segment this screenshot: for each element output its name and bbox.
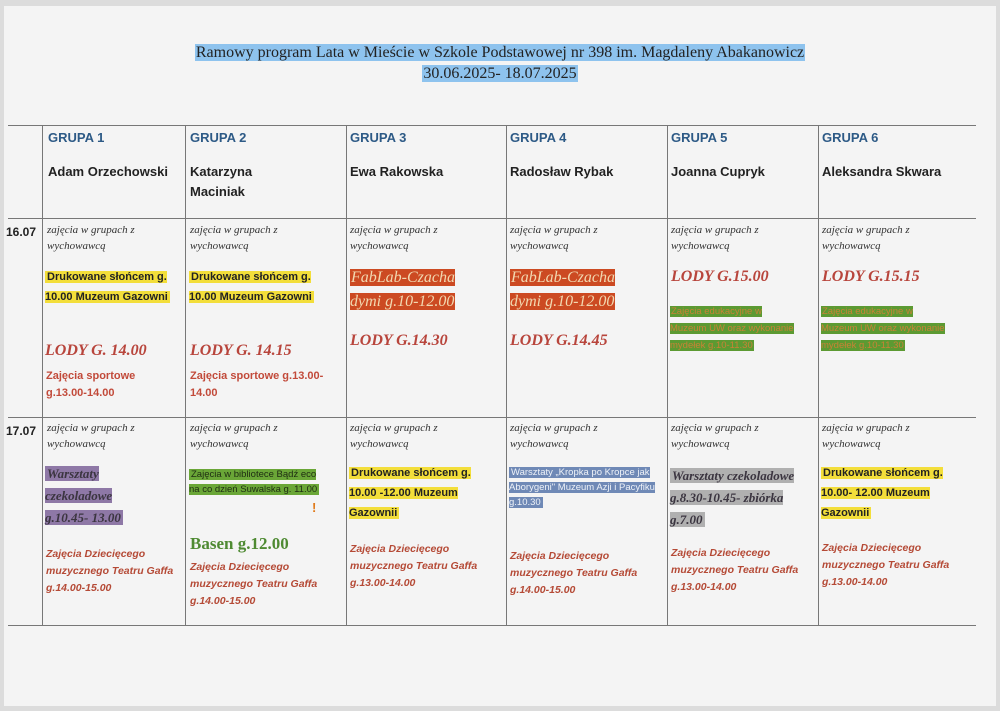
cell-1-5-edu-text: Zajęcia edukacyjne w Muzeum UW oraz wykonanie mydełek g.10-11.30: [670, 306, 794, 351]
group-4-teacher: Radosław Rybak: [510, 164, 614, 179]
cell-2-2-zajecia: zajęcia w grupach z wychowawcą: [190, 422, 278, 450]
cell-1-3-fablab-text: FabLab-Czacha dymi g.10-12.00: [350, 269, 455, 310]
cell-1-1-lody: LODY G. 14.00: [45, 342, 147, 359]
cell-2-2-teatr: Zajęcia Dziecięcego muzycznego Teatru Gaffa g.14.00-15.00: [190, 561, 318, 607]
table-bottom-border: [8, 625, 976, 626]
cell-2-5-warsztaty: [670, 465, 815, 531]
table-top-border: [8, 125, 976, 126]
exclamation-mark: !: [312, 500, 317, 515]
cell-1-2-museum-text: Drukowane słońcem g. 10.00 Muzeum Gazowni: [189, 271, 312, 303]
cell-2-5-warsztaty-text: Warsztaty czekoladowe g.8.30-10.45- zbiórka g.7.00: [670, 468, 795, 527]
cell-2-2-basen: Basen g.12.00: [190, 534, 289, 553]
cell-2-4-teatr: Zajęcia Dziecięcego muzycznego Teatru Gaffa g.14.00-15.00: [510, 550, 638, 596]
cell-2-5-zajecia: zajęcia w grupach z wychowawcą: [671, 422, 759, 450]
header-bottom-border: [8, 218, 976, 219]
cell-2-6-museum: [821, 463, 949, 523]
row-date-1: 16.07: [6, 225, 37, 239]
cell-2-1-zajecia: zajęcia w grupach z wychowawcą: [47, 422, 135, 450]
cell-1-2-lody: LODY G. 14.15: [190, 342, 292, 359]
cell-1-1-sport: Zajęcia sportowe g.13.00-14.00: [46, 370, 136, 399]
col-divider-2: [185, 125, 186, 625]
title-line-2: 30.06.2025- 18.07.2025: [423, 65, 577, 82]
cell-1-6-zajecia: zajęcia w grupach z wychowawcą: [822, 224, 910, 252]
row1-bottom-border: [8, 417, 976, 418]
col-divider-3: [346, 125, 347, 625]
cell-1-3-zajecia: zajęcia w grupach z wychowawcą: [350, 224, 438, 252]
col-divider-4: [506, 125, 507, 625]
cell-2-2-biblioteka: [189, 467, 327, 497]
title-line-1: Ramowy program Lata w Mieście w Szkole Podstawowej nr 398 im. Magdaleny Abakanowicz: [195, 44, 805, 61]
cell-2-3-zajecia: zajęcia w grupach z wychowawcą: [350, 422, 438, 450]
cell-1-1-museum-text: Drukowane słońcem g. 10.00 Muzeum Gazowni: [45, 271, 168, 303]
cell-1-1-zajecia: zajęcia w grupach z wychowawcą: [47, 224, 135, 252]
group-2-name: GRUPA 2: [190, 130, 247, 145]
group-5-teacher: Joanna Cupryk: [671, 164, 765, 179]
cell-2-4-kropka: [509, 465, 659, 510]
group-5-name: GRUPA 5: [671, 130, 728, 145]
cell-2-3-teatr: Zajęcia Dziecięcego muzycznego Teatru Gaffa g.13.00-14.00: [350, 543, 478, 589]
cell-1-4-fablab-text: FabLab-Czacha dymi g.10-12.00: [510, 269, 615, 310]
col-divider-1: [42, 125, 43, 625]
cell-2-5-teatr: Zajęcia Dziecięcego muzycznego Teatru Gaffa g.13.00-14.00: [671, 547, 799, 593]
cell-2-3-museum: [349, 463, 477, 523]
group-3-name: GRUPA 3: [350, 130, 407, 145]
row-date-2: 17.07: [6, 424, 37, 438]
cell-1-5-zajecia: zajęcia w grupach z wychowawcą: [671, 224, 759, 252]
cell-1-6-lody: LODY G.15.15: [822, 268, 920, 285]
document-title: [0, 42, 1000, 84]
group-4-name: GRUPA 4: [510, 130, 567, 145]
cell-1-4-fablab: [510, 266, 645, 314]
cell-1-5-edu: [670, 303, 798, 354]
group-2-teacher: Katarzyna Maciniak: [190, 164, 253, 199]
cell-1-2-zajecia: zajęcia w grupach z wychowawcą: [190, 224, 278, 252]
cell-1-4-lody: LODY G.14.45: [510, 332, 608, 349]
cell-2-1-warsztaty: [45, 463, 155, 529]
cell-1-1-museum: [45, 267, 177, 307]
cell-2-1-warsztaty-text: Warsztaty czekoladowe g.10.45- 13.00: [45, 466, 121, 525]
group-1-name: GRUPA 1: [48, 130, 105, 145]
cell-2-1-teatr: Zajęcia Dziecięcego muzycznego Teatru Gaffa g.14.00-15.00: [46, 548, 174, 594]
cell-2-4-zajecia: zajęcia w grupach z wychowawcą: [510, 422, 598, 450]
col-divider-6: [818, 125, 819, 625]
cell-1-2-sport: Zajęcia sportowe g.13.00-14.00: [190, 370, 324, 399]
cell-2-3-museum-text: Drukowane słońcem g. 10.00 -12.00 Muzeum Gazownii: [349, 467, 471, 519]
paper-sheet: [4, 6, 996, 706]
cell-2-2-biblioteka-text: Zajęcia w bibliotece Bądź eco na co dzień Suwalska g. 11.00: [189, 469, 318, 495]
group-6-teacher: Aleksandra Skwara: [822, 164, 942, 179]
col-divider-5: [667, 125, 668, 625]
cell-1-5-lody: LODY G.15.00: [671, 268, 769, 285]
group-1-teacher: Adam Orzechowski: [48, 164, 168, 179]
group-6-name: GRUPA 6: [822, 130, 879, 145]
cell-1-6-edu: [821, 303, 949, 354]
cell-1-3-lody: LODY G.14.30: [350, 332, 448, 349]
cell-1-3-fablab: [350, 266, 485, 314]
cell-2-4-kropka-text: Warsztaty „Kropka po Kropce jak Aborygeni" Muzeum Azji i Pacyfiku g.10.30: [509, 467, 655, 508]
cell-2-6-teatr: Zajęcia Dziecięcego muzycznego Teatru Gaffa g.13.00-14.00: [822, 542, 950, 588]
cell-2-6-museum-text: Drukowane słońcem g. 10.00- 12.00 Muzeum Gazownii: [821, 467, 943, 519]
cell-1-4-zajecia: zajęcia w grupach z wychowawcą: [510, 224, 598, 252]
cell-2-6-zajecia: zajęcia w grupach z wychowawcą: [822, 422, 910, 450]
group-3-teacher: Ewa Rakowska: [350, 164, 444, 179]
cell-1-6-edu-text: Zajęcia edukacyjne w Muzeum UW oraz wykonanie mydełek g.10-11.30: [821, 306, 945, 351]
cell-1-2-museum: [189, 267, 321, 307]
